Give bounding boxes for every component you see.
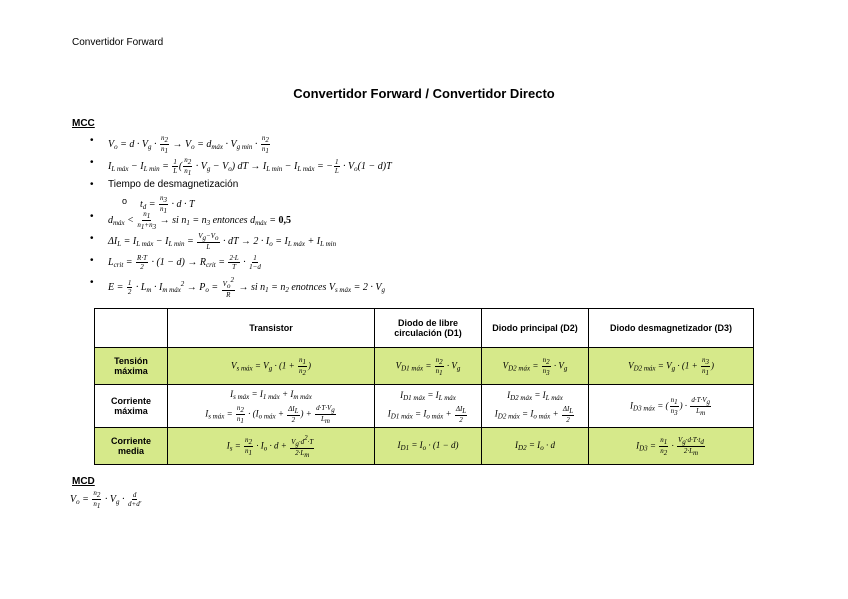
cell-id2-max: $I_{D2 máx} = I_{L máx}$ $I_{D2 máx} = I_{o máx}$ + $\Delta I_L$ 2: [482, 385, 589, 428]
header-d1: Diodo de libre circulación (D1): [375, 309, 482, 348]
mcc-formula-list: [90, 134, 790, 298]
mcc-heading: MCC: [72, 118, 95, 129]
cell-is-max: $I_{s máx} = I_{1 máx} + I_{m máx}$ $I_{s máx}$ = $\frac{n_2}{n_1}$ · ($I_{o máx}$ + $\Delta I_L$ 2 ) + $\frac{d\cdot T\cdot V_g}{L_m}$: [168, 385, 375, 428]
components-table: [94, 308, 754, 465]
formula-delta-il: • $\Delta I_L = I_{L máx} - I_{L min}$ = $\frac{V_g-V_o}{L}$ · dT → $2 \cdot I_o = I_{L máx} + I_{L min}$: [90, 232, 790, 254]
cell-id3-mean: $I_{D3}$ = $\frac{n_1}{n_2}$ · $\frac{V_g\cdot d\cdot T\cdot t_d}{2\cdot L_m}$: [589, 428, 754, 465]
cell-vd3-max: $V_{D2 máx} = V_g \cdot (1$ + $\frac{n_3}{n_1}$ ): [589, 348, 754, 385]
formula-lcrit: • $L_{crit}$ = $\frac{R\cdot T}{2}$ · $(1 - d) \to R_{crit}$ = $\frac{2\cdot L}{T}$ · $\frac{1}{1-d}$: [90, 254, 790, 276]
cell-is-mean: $I_s$ = $\frac{n_2}{n_1}$ · $I_o \cdot d$ + $\frac{V_g\cdot d^2\cdot T}{2\cdot L_m}$: [168, 428, 375, 465]
demag-label: • Tiempo de desmagnetización: [90, 178, 790, 194]
formula-vo: • $V_o = d \cdot V_g$ · $\frac{n_2}{n_1}$ → $V_o = d_{máx} \cdot V_{g min}$ · $\frac{n_2}{n_1}$: [90, 134, 790, 156]
page-header: Convertidor Forward: [72, 37, 164, 48]
formula-energy: • E = $\frac{1}{2}$ · $L_m \cdot I_{m máx}^2 \to P_o$ = $\frac{V_o^2}{R}$ → si $n_1 = n_2$ enotnces $V_{s máx} = 2 \cdot V_g$: [90, 276, 790, 298]
cell-id1-max: $I_{D1 máx} = I_{L máx}$ $I_{D1 máx} = I_{o máx}$ + $\Delta I_L$ 2: [375, 385, 482, 428]
cell-id2-mean: $I_{D2} = I_o \cdot d$: [482, 428, 589, 465]
formula-mcd-vo: $V_o$ = $\frac{n_2}{n_1}$ · $V_g$ · $\frac{d}{d+d'}$: [70, 489, 142, 510]
header-d2: Diodo principal (D2): [482, 309, 589, 348]
row-label-tension: Tensión máxima: [95, 348, 168, 385]
cell-vs-max: $V_{s máx} = V_g \cdot (1$ + $\frac{n_1}{n_2}$ ): [168, 348, 375, 385]
corner-cell: [95, 309, 168, 348]
cell-vd2-max: $V_{D2 máx}$ = $\frac{n_2}{n_3}$ · $V_g$: [482, 348, 589, 385]
cell-id1-mean: $I_{D1} = I_o \cdot (1 - d)$: [375, 428, 482, 465]
dmax-value: 0,5: [278, 214, 291, 226]
header-transistor: Transistor: [168, 309, 375, 348]
cell-vd1-max: $V_{D1 máx}$ = $\frac{n_2}{n_1}$ · $V_g$: [375, 348, 482, 385]
row-label-corriente-max: Corriente máxima: [95, 385, 168, 428]
mcd-heading: MCD: [72, 476, 95, 487]
cell-id3-max: $I_{D3 máx}$ = ( $\frac{n_1}{n_3}$ ) · $\frac{d\cdot T\cdot V_g}{L_m}$: [589, 385, 754, 428]
header-d3: Diodo desmagnetizador (D3): [589, 309, 754, 348]
row-label-corriente-media: Corriente media: [95, 428, 168, 465]
formula-td: o $t_d$ = $\frac{n_3}{n_1}$ · d · T: [90, 194, 790, 210]
page-title: Convertidor Forward / Convertidor Directo: [293, 86, 555, 101]
formula-dmax: • $d_{máx}$ < $\frac{n_1}{n_1+n_3}$ → si $n_1 = n_3$ entonces $d_{máx} = 0,5$: [90, 210, 790, 232]
formula-il-diff: • $I_{L máx} - I_{L min}$ = $\frac{1}{L}$ ( $\frac{n_2}{n_1}$ · $V_g - V_o$) dT → $I_{L min} - I_{L máx}$ = − $\frac{1}{L}$ · $V_o(1 - d)T$: [90, 156, 790, 178]
